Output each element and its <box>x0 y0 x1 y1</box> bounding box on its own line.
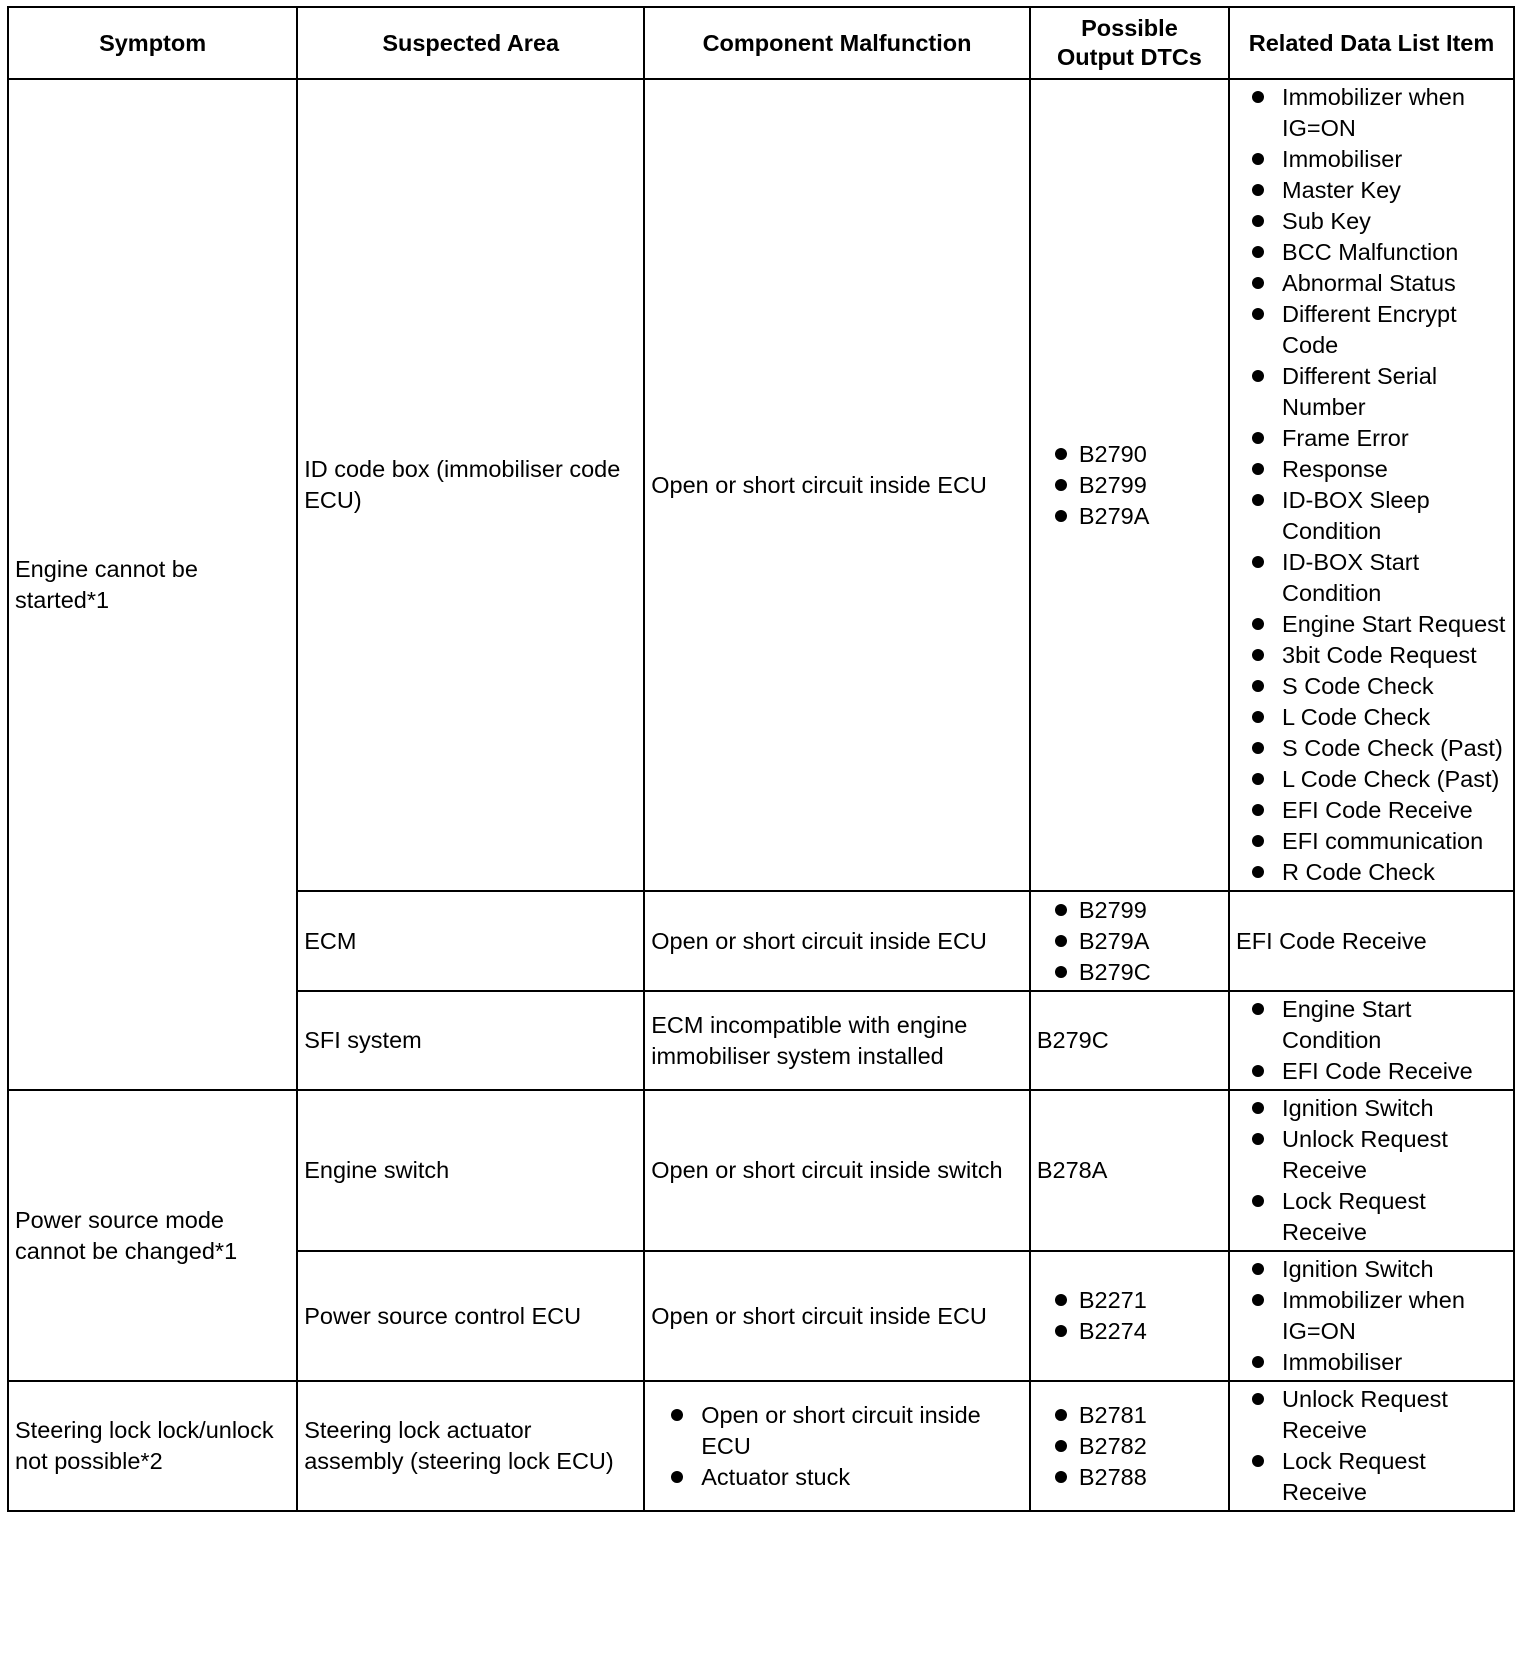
suspected-area-cell: ID code box (immobiliser code ECU) <box>297 79 644 891</box>
suspected-area-cell: ECM <box>297 891 644 991</box>
list-item: B2782 <box>1037 1431 1222 1462</box>
table-row <box>8 1381 1514 1511</box>
list-item: EFI communication <box>1236 826 1507 857</box>
header-symptom: Symptom <box>8 7 297 79</box>
list-item: Engine Start Request <box>1236 609 1507 640</box>
list-item: BCC Malfunction <box>1236 237 1507 268</box>
malfunction-list <box>651 1398 1023 1495</box>
list-item: B279A <box>1037 926 1222 957</box>
list-item: Ignition Switch <box>1236 1254 1507 1285</box>
list-item: Abnormal Status <box>1236 268 1507 299</box>
list-item: Immobilizer when IG=ON <box>1236 1285 1507 1347</box>
suspected-area-cell: Engine switch <box>297 1090 644 1251</box>
symptom-cell-engine: Engine cannot be started*1 <box>8 79 297 1090</box>
list-item: S Code Check (Past) <box>1236 733 1507 764</box>
list-item: L Code Check <box>1236 702 1507 733</box>
list-item: Unlock Request Receive <box>1236 1124 1507 1186</box>
dtc-cell: B278A <box>1030 1090 1229 1251</box>
list-item: Frame Error <box>1236 423 1507 454</box>
list-item: R Code Check <box>1236 857 1507 888</box>
data-item-list <box>1236 1091 1507 1250</box>
data-list-cell <box>1229 1090 1514 1251</box>
list-item: Ignition Switch <box>1236 1093 1507 1124</box>
list-item: B2799 <box>1037 470 1222 501</box>
list-item: B2271 <box>1037 1285 1222 1316</box>
list-item: B2274 <box>1037 1316 1222 1347</box>
list-item: B2781 <box>1037 1400 1222 1431</box>
component-malfunction-cell: ECM incompatible with engine immobiliser system installed <box>644 991 1030 1090</box>
header-component-malfunction: Component Malfunction <box>644 7 1030 79</box>
component-malfunction-cell: Open or short circuit inside switch <box>644 1090 1030 1251</box>
list-item: S Code Check <box>1236 671 1507 702</box>
header-dtcs-line1: Possible <box>1081 15 1178 41</box>
dtc-cell <box>1030 1381 1229 1511</box>
list-item: EFI Code Receive <box>1236 1056 1507 1087</box>
component-malfunction-cell: Open or short circuit inside ECU <box>644 1251 1030 1381</box>
list-item: ID-BOX Start Condition <box>1236 547 1507 609</box>
dtc-list <box>1037 1283 1222 1349</box>
list-item: Engine Start Condition <box>1236 994 1507 1056</box>
symptom-cell-power: Power source mode cannot be changed*1 <box>8 1090 297 1381</box>
list-item: Different Encrypt Code <box>1236 299 1507 361</box>
list-item: L Code Check (Past) <box>1236 764 1507 795</box>
troubleshooting-table <box>7 6 1515 1512</box>
list-item: EFI Code Receive <box>1236 795 1507 826</box>
header-suspected-area: Suspected Area <box>297 7 644 79</box>
data-list-cell <box>1229 1381 1514 1511</box>
list-item: B2788 <box>1037 1462 1222 1493</box>
dtc-cell <box>1030 1251 1229 1381</box>
list-item: Sub Key <box>1236 206 1507 237</box>
table-row <box>8 79 1514 891</box>
dtc-list <box>1037 437 1222 534</box>
suspected-area-cell: Power source control ECU <box>297 1251 644 1381</box>
list-item: Response <box>1236 454 1507 485</box>
list-item: B279A <box>1037 501 1222 532</box>
list-item: B2790 <box>1037 439 1222 470</box>
data-list-cell <box>1229 991 1514 1090</box>
data-item-list <box>1236 992 1507 1089</box>
list-item: Lock Request Receive <box>1236 1186 1507 1248</box>
list-item: Immobiliser <box>1236 1347 1507 1378</box>
component-malfunction-cell: Open or short circuit inside ECU <box>644 79 1030 891</box>
list-item: Immobiliser <box>1236 144 1507 175</box>
data-list-cell <box>1229 1251 1514 1381</box>
list-item: ID-BOX Sleep Condition <box>1236 485 1507 547</box>
header-dtcs-line2: Output DTCs <box>1056 44 1202 70</box>
list-item: B279C <box>1037 957 1222 988</box>
data-list-cell <box>1229 79 1514 891</box>
list-item: Master Key <box>1236 175 1507 206</box>
data-list-cell: EFI Code Receive <box>1229 891 1514 991</box>
list-item: Open or short circuit inside ECU <box>651 1400 1023 1462</box>
data-item-list <box>1236 1252 1507 1380</box>
data-item-list <box>1236 80 1507 890</box>
list-item: 3bit Code Request <box>1236 640 1507 671</box>
troubleshooting-table-frame <box>7 6 1515 1512</box>
list-item: Lock Request Receive <box>1236 1446 1507 1508</box>
suspected-area-cell: Steering lock actuator assembly (steering lock ECU) <box>297 1381 644 1511</box>
dtc-cell <box>1030 891 1229 991</box>
symptom-cell-steering: Steering lock lock/unlock not possible*2 <box>8 1381 297 1511</box>
dtc-list <box>1037 1398 1222 1495</box>
suspected-area-cell: SFI system <box>297 991 644 1090</box>
header-related-data-list-item: Related Data List Item <box>1229 7 1514 79</box>
list-item: Different Serial Number <box>1236 361 1507 423</box>
component-malfunction-cell <box>644 1381 1030 1511</box>
list-item: Actuator stuck <box>651 1462 1023 1493</box>
table-row <box>8 1090 1514 1251</box>
list-item: Immobilizer when IG=ON <box>1236 82 1507 144</box>
header-row <box>8 7 1514 79</box>
dtc-cell <box>1030 79 1229 891</box>
component-malfunction-cell: Open or short circuit inside ECU <box>644 891 1030 991</box>
dtc-cell: B279C <box>1030 991 1229 1090</box>
header-possible-output-dtcs <box>1030 7 1229 79</box>
list-item: Unlock Request Receive <box>1236 1384 1507 1446</box>
dtc-list <box>1037 893 1222 990</box>
list-item: B2799 <box>1037 895 1222 926</box>
data-item-list <box>1236 1382 1507 1510</box>
